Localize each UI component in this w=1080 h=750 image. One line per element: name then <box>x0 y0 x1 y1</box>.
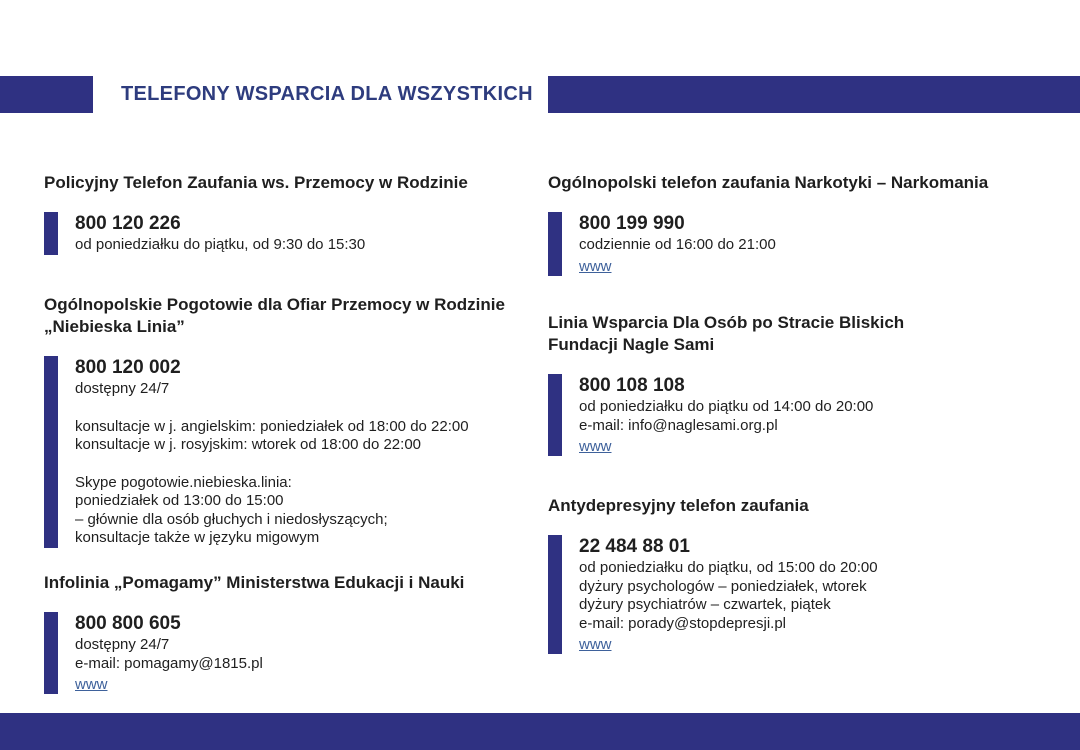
entry-title: Infolinia „Pomagamy” Ministerstwa Edukacji i Nauki <box>44 573 465 592</box>
entry-title: Policyjny Telefon Zaufania ws. Przemocy w Rodzinie <box>44 173 468 192</box>
footer-bar <box>0 713 1080 750</box>
helpline-entry-antydepresyjny <box>548 495 1060 654</box>
phone-number: 22 484 88 01 <box>579 536 690 557</box>
www-link[interactable]: www <box>579 636 612 653</box>
accent-bar <box>44 212 58 255</box>
entry-block <box>44 612 526 694</box>
entry-title: Ogólnopolskie Pogotowie dla Ofiar Przemocy w Rodzinie <box>44 295 505 314</box>
accent-bar <box>44 612 58 694</box>
page-title: TELEFONY WSPARCIA DLA WSZYSTKICH <box>121 83 533 105</box>
schedule-line: Skype pogotowie.niebieska.linia: <box>75 473 292 491</box>
schedule-line: konsultacje w j. angielskim: poniedziałek od 18:00 do 22:00 <box>75 417 469 435</box>
www-link[interactable]: www <box>75 676 108 693</box>
helpline-entry-narkotyki <box>548 172 1060 276</box>
entry-block <box>44 212 526 255</box>
helpline-entry-niebieska-linia <box>44 294 526 548</box>
email-line: e-mail: info@naglesami.org.pl <box>579 416 778 434</box>
phone-number: 800 120 226 <box>75 213 181 234</box>
schedule-line: poniedziałek od 13:00 do 15:00 <box>75 492 284 509</box>
schedule-line: od poniedziałku do piątku, od 9:30 do 15:30 <box>75 236 366 253</box>
schedule-line: od poniedziałku do piątku, od 15:00 do 20:00 <box>579 559 878 576</box>
accent-bar <box>548 212 562 276</box>
accent-bar <box>44 356 58 548</box>
header-bar-right <box>548 76 1080 113</box>
entry-title: Linia Wsparcia Dla Osób po Stracie Bliskich <box>548 313 905 332</box>
schedule-line: codziennie od 16:00 do 21:00 <box>579 236 776 253</box>
www-link[interactable]: www <box>579 257 612 275</box>
schedule-line: dyżury psychologów – poniedziałek, wtorek <box>579 577 867 595</box>
phone-number: 800 108 108 <box>579 375 685 396</box>
helpline-entry-nagle-sami <box>548 312 1060 456</box>
entry-title-line2: Fundacji Nagle Sami <box>548 335 715 354</box>
entry-block <box>548 535 1060 654</box>
entry-block <box>548 374 1060 456</box>
schedule-line: – głównie dla osób głuchych i niedosłyszących; <box>75 510 388 528</box>
schedule-line: dostępny 24/7 <box>75 380 170 397</box>
accent-bar <box>548 374 562 456</box>
email-line: e-mail: porady@stopdepresji.pl <box>579 614 786 632</box>
header <box>0 76 1080 113</box>
schedule-line: konsultacje także w języku migowym <box>75 529 320 546</box>
schedule-line: od poniedziałku do piątku od 14:00 do 20:00 <box>579 398 874 415</box>
phone-number: 800 800 605 <box>75 613 181 634</box>
www-link[interactable]: www <box>579 438 612 455</box>
phone-number: 800 199 990 <box>579 213 685 234</box>
schedule-line: dostępny 24/7 <box>75 636 170 653</box>
email-line: e-mail: pomagamy@1815.pl <box>75 654 263 672</box>
entry-block <box>548 212 1060 276</box>
helpline-entry-policyjny <box>44 172 526 255</box>
header-bar-left <box>0 76 93 113</box>
helpline-entry-pomagamy <box>44 572 526 694</box>
entry-title: Antydepresyjny telefon zaufania <box>548 496 809 515</box>
accent-bar <box>548 535 562 654</box>
entry-title: Ogólnopolski telefon zaufania Narkotyki – Narkomania <box>548 173 989 192</box>
schedule-line: konsultacje w j. rosyjskim: wtorek od 18:00 do 22:00 <box>75 436 422 453</box>
schedule-line: dyżury psychiatrów – czwartek, piątek <box>579 596 831 613</box>
entry-block <box>44 356 526 548</box>
phone-number: 800 120 002 <box>75 357 181 378</box>
entry-title-line2: „Niebieska Linia” <box>44 317 185 336</box>
